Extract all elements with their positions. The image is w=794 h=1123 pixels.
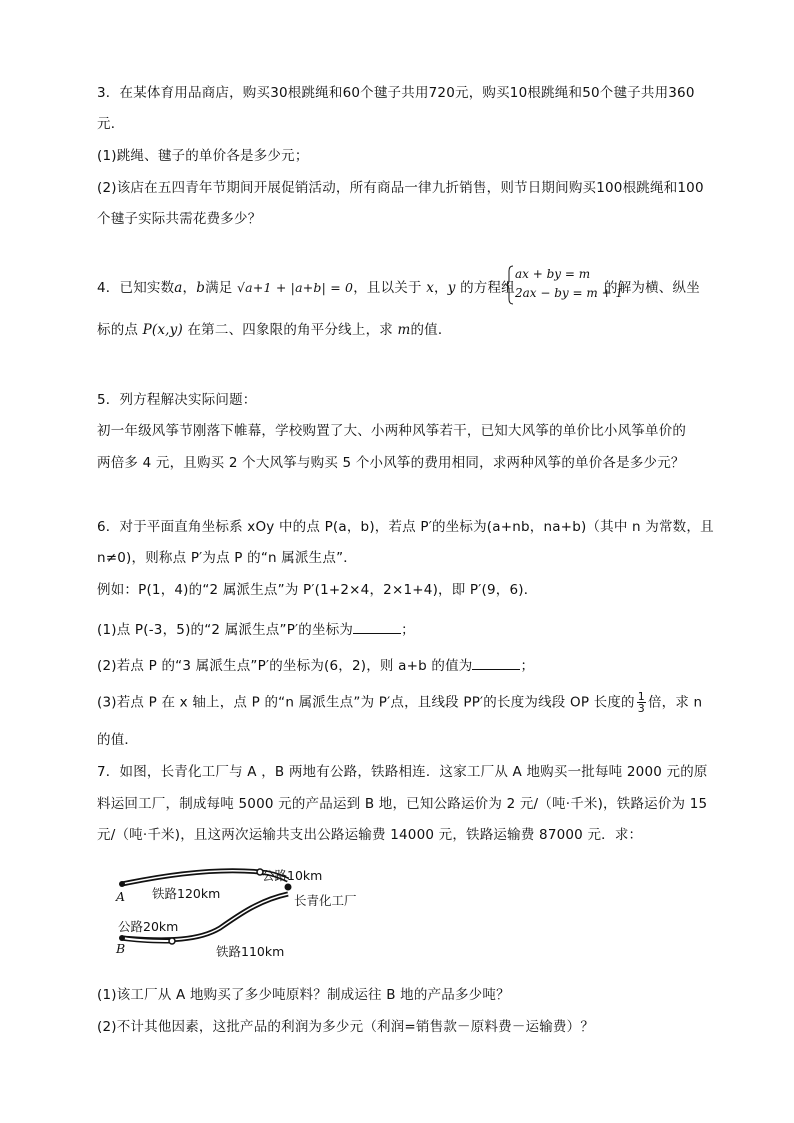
- q3-sub2-line2: 个毽子实际共需花费多少？: [97, 211, 262, 227]
- q4-line2-suffix: 在第二、四象限的角平分线上，求: [187, 322, 393, 338]
- q4-line2-end: 的值．: [410, 322, 452, 338]
- label-factory: 长青化工厂: [294, 893, 357, 908]
- q5-line1: 5．列方程解决实际问题：: [97, 392, 257, 408]
- equation-system: [505, 265, 624, 305]
- q6-sub2: [97, 655, 534, 676]
- q3-sub2-line1: (2)该店在五四青年节期间开展促销活动，所有商品一律九折销售，则节日期间购买100根跳绳和100: [97, 180, 704, 196]
- fraction-denominator: 3: [637, 702, 645, 715]
- q7-line2: 料运回工厂，制成每吨 5000 元的产品运到 B 地，已知公路运价为 2 元/（吨·千米)，铁路运价为 15: [97, 796, 708, 812]
- q4-prefix: 4．已知实数: [97, 280, 175, 296]
- var-x: x: [426, 280, 435, 296]
- label-rail-110km: 铁路110km: [216, 944, 285, 959]
- q6-sub2-end: ；: [520, 658, 535, 674]
- q3-line1: 3．在某体育用品商店，购买30根跳绳和60个毽子共用720元，购买10根跳绳和50个毽子共用360: [97, 85, 695, 101]
- q4-comma: ，: [182, 280, 197, 296]
- q4-line2-prefix: 标的点: [97, 322, 139, 338]
- q7-line3: 元/（吨·千米)，且这两次运输共支出公路运输费 14000 元，铁路运输费 87000 元．求：: [97, 827, 643, 843]
- q7-sub2: (2)不计其他因素，这批产品的利润为多少元（利润=销售款－原料费－运输费）？: [97, 1019, 595, 1035]
- q6-sub1: [97, 619, 415, 640]
- q4-comma-2: ，: [434, 280, 448, 296]
- route-diagram: [110, 860, 380, 960]
- q7-sub1: (1)该工厂从 A 地购买了多少吨原料？制成运往 B 地的产品多少吨？: [97, 987, 510, 1003]
- equation-2: 2ax − by = m + 1: [515, 286, 624, 300]
- q3-line2: 元．: [97, 116, 125, 132]
- label-road-20km: 公路20km: [118, 919, 179, 934]
- var-a: a: [174, 280, 183, 296]
- q6-sub2-text: (2)若点 P 的“3 属派生点”P′的坐标为(6，2)，则 a+b 的值为: [97, 658, 473, 674]
- q6-line1: 6．对于平面直角坐标系 xOy 中的点 P(a，b)，若点 P′的坐标为(a+nb，na+b)（其中 n 为常数，且: [97, 519, 714, 535]
- label-rail-120km: 铁路120km: [152, 886, 221, 901]
- equation-1: ax + by = m: [515, 267, 591, 281]
- fraction-numerator: 1: [637, 690, 645, 703]
- q6-line2: n≠0)，则称点 P′为点 P 的“n 属派生点”．: [97, 550, 357, 566]
- q6-sub1-end: ；: [401, 622, 415, 638]
- point-p: P(x,y): [142, 322, 183, 338]
- answer-blank-1[interactable]: [353, 619, 401, 634]
- q4-after-cond: ，且以关于: [353, 280, 422, 296]
- label-point-a: A: [116, 889, 126, 904]
- q7-line1: 7．如图，长青化工厂与 A ，B 两地有公路，铁路相连．这家工厂从 A 地购买一批每吨 2000 元的原: [97, 764, 708, 780]
- q6-sub1-text: (1)点 P(-3，5)的“2 属派生点”P′的坐标为: [97, 622, 354, 638]
- q4-sys-label: 的方程组: [460, 280, 515, 296]
- q5-line2: 初一年级风筝节刚落下帷幕，学校购置了大、小两种风筝若干，已知大风筝的单价比小风筝单价的: [97, 423, 687, 439]
- q6-line3: 例如：P(1，4)的“2 属派生点”为 P′(1+2×4，2×1+4)，即 P′(9，6)．: [97, 582, 538, 598]
- var-m: m: [397, 322, 411, 338]
- answer-blank-2[interactable]: [472, 655, 520, 670]
- var-y: y: [447, 280, 456, 296]
- q4-line2: [97, 320, 452, 340]
- q4-after-system: 的解为横、纵坐: [604, 280, 700, 296]
- label-point-b: B: [116, 941, 126, 956]
- q4-cond-text: 满足: [205, 280, 233, 296]
- q6-sub3-line2: 的值．: [97, 732, 139, 748]
- q6-sub3-text: (3)若点 P 在 x 轴上，点 P 的“n 属派生点”为 P′点，且线段 PP′的长度为线段 OP 长度的: [97, 694, 635, 711]
- var-b: b: [196, 280, 206, 296]
- q4-line1: [97, 278, 515, 298]
- q4-condition-expr: √a+1 + |a+b| = 0: [237, 280, 354, 295]
- q6-sub3: [97, 691, 702, 714]
- fraction-one-third: [637, 691, 646, 714]
- q5-line3: 两倍多 4 元，且购买 2 个大风筝与购买 5 个小风筝的费用相同，求两种风筝的单价各是多少元？: [97, 455, 685, 471]
- q6-sub3-end: 倍，求 n: [647, 694, 703, 711]
- label-road-10km: 公路10km: [262, 868, 323, 883]
- q3-sub1: (1)跳绳、毽子的单价各是多少元；: [97, 148, 309, 164]
